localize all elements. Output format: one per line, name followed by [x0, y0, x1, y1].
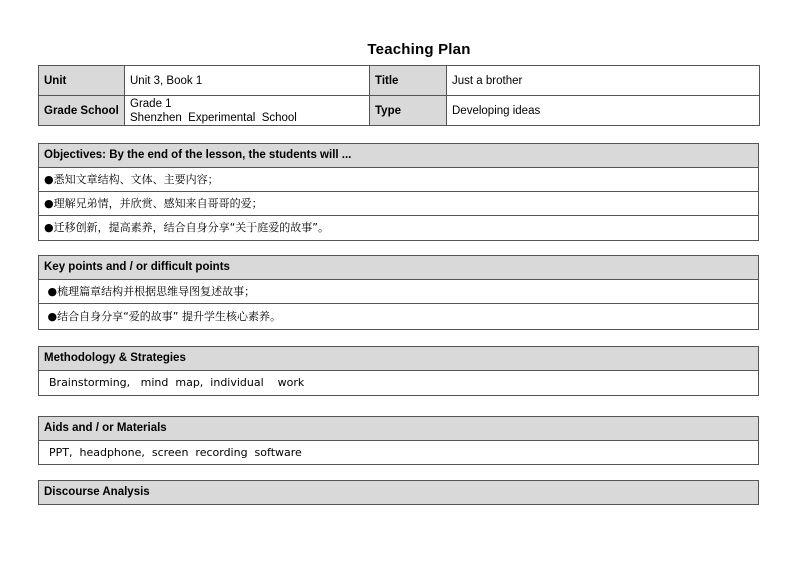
key-point-item: ●结合自身分享“爱的故事” 提升学生核心素养。	[44, 310, 281, 323]
page-title: Teaching Plan	[367, 41, 471, 58]
aids-heading: Aids and / or Materials	[39, 417, 758, 441]
unit-value: Unit 3, Book 1	[125, 66, 370, 96]
title-value: Just a brother	[447, 66, 760, 96]
methodology-text: Brainstorming, mind map, individual work	[49, 376, 305, 389]
unit-label: Unit	[39, 66, 125, 96]
info-row-grade	[39, 96, 760, 126]
objective-item: ●理解兄弟情，并欣赏、感知来自哥哥的爱；	[39, 192, 758, 216]
aids-text: PPT, headphone, screen recording software	[49, 446, 302, 459]
grade-value-line1: Grade 1	[130, 97, 172, 110]
key-points-section	[38, 255, 759, 330]
grade-label: Grade School	[39, 96, 125, 126]
key-points-heading: Key points and / or difficult points	[39, 256, 758, 280]
grade-value	[125, 96, 370, 126]
objective-item: ●悉知文章结构、文体、主要内容；	[39, 168, 758, 192]
discourse-section	[38, 480, 759, 505]
objectives-heading: Objectives: By the end of the lesson, the students will ...	[39, 144, 758, 168]
grade-value-line2: Shenzhen Experimental School	[130, 111, 297, 124]
objective-item: ●迁移创新，提高素养，结合自身分享“关于庭爱的故事”。	[44, 221, 329, 234]
info-row-unit	[39, 66, 760, 96]
methodology-heading: Methodology & Strategies	[39, 347, 758, 371]
discourse-heading: Discourse Analysis	[39, 481, 758, 504]
objectives-section	[38, 143, 759, 241]
title-label: Title	[370, 66, 447, 96]
type-value: Developing ideas	[447, 96, 760, 126]
aids-section	[38, 416, 759, 465]
methodology-section	[38, 346, 759, 396]
key-point-item: ●梳理篇章结构并根据思维导图复述故事；	[39, 280, 758, 304]
type-label: Type	[370, 96, 447, 126]
info-table	[38, 65, 760, 126]
